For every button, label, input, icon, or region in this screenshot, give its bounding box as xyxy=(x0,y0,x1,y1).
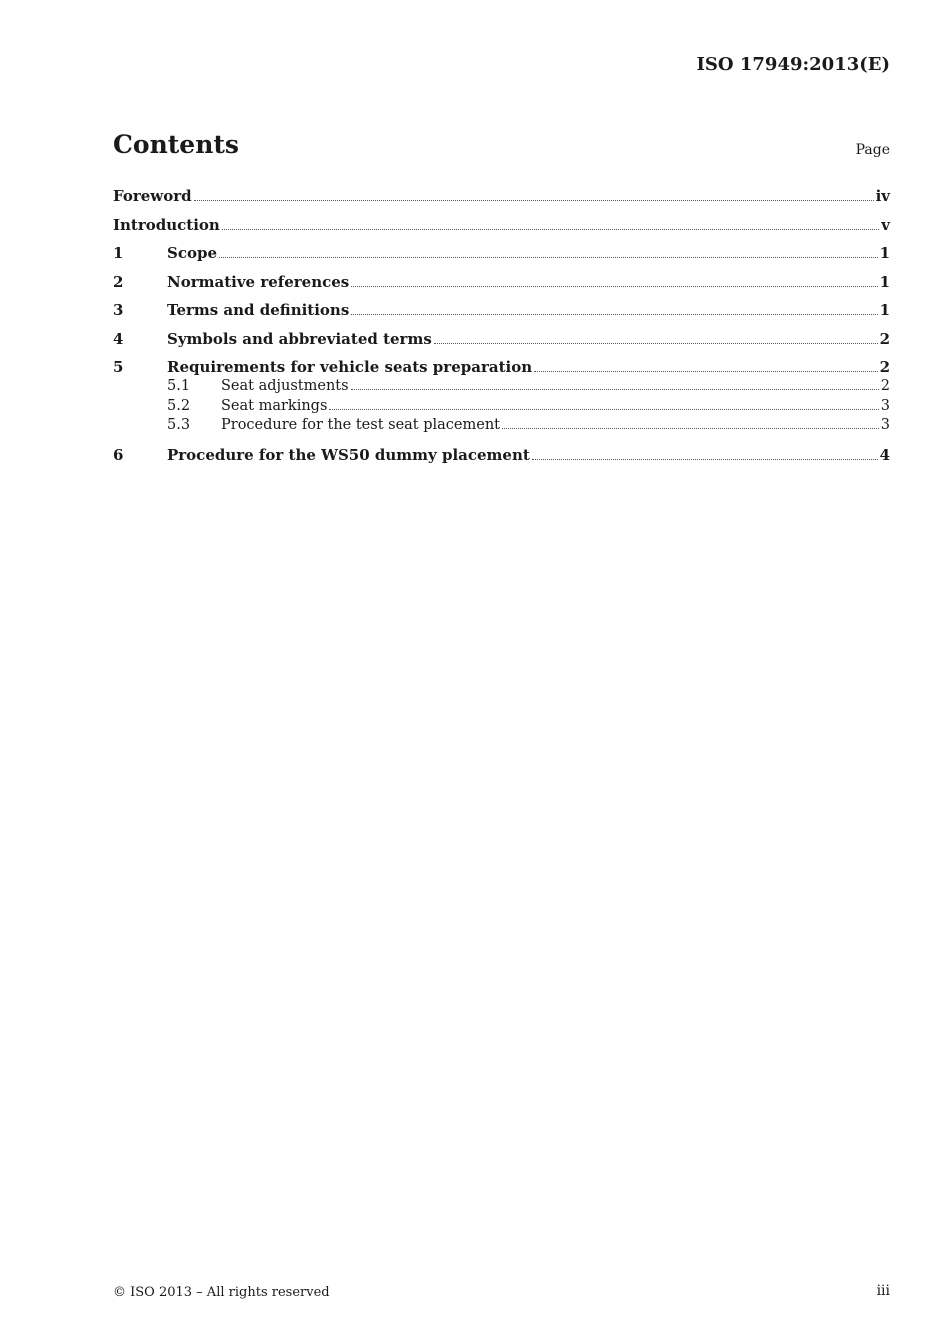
toc-entry-title: Symbols and abbreviated terms xyxy=(167,329,432,348)
toc-entry-title: Requirements for vehicle seats preparation xyxy=(167,358,533,376)
toc-entry-scope[interactable] xyxy=(113,241,890,270)
toc-entry-number: 2 xyxy=(113,272,124,291)
toc-entry-page: 1 xyxy=(879,301,890,319)
page-column-label: Page xyxy=(855,142,890,158)
toc-entry-number: 5.2 xyxy=(167,397,191,414)
toc-entry-dummy-placement[interactable] xyxy=(113,443,890,472)
toc-entry-page: iv xyxy=(875,187,890,205)
dot-leader xyxy=(219,256,878,258)
dot-leader xyxy=(194,199,874,201)
toc-entry-number: 5 xyxy=(113,358,124,376)
footer-copyright: © ISO 2013 – All rights reserved xyxy=(113,1285,330,1300)
dot-leader xyxy=(351,285,877,287)
toc-entry-title: Seat adjustments xyxy=(221,378,349,394)
toc-entry-title: Introduction xyxy=(113,215,220,234)
toc-entry-number: 4 xyxy=(113,329,124,348)
toc-entry-title: Foreword xyxy=(113,187,192,205)
table-of-contents xyxy=(113,184,890,472)
dot-leader xyxy=(534,370,877,372)
toc-subentry-seat-markings[interactable] xyxy=(113,397,890,417)
toc-entry-page: 2 xyxy=(880,378,890,394)
toc-entry-introduction[interactable] xyxy=(113,213,890,242)
dot-leader xyxy=(351,313,877,315)
toc-entry-terms-and-definitions[interactable] xyxy=(113,298,890,327)
toc-entry-page: 1 xyxy=(879,244,890,262)
toc-entry-symbols[interactable] xyxy=(113,327,890,356)
toc-entry-title: Terms and definitions xyxy=(167,301,350,319)
toc-subentry-seat-adjustments[interactable] xyxy=(113,377,890,397)
dot-leader xyxy=(329,408,878,410)
footer-page-number: iii xyxy=(876,1283,890,1299)
dot-leader xyxy=(222,228,879,230)
toc-subentry-test-seat-placement[interactable] xyxy=(113,416,890,443)
toc-entry-requirements[interactable] xyxy=(113,355,890,377)
toc-entry-title: Scope xyxy=(167,244,218,262)
toc-entry-foreword[interactable] xyxy=(113,184,890,213)
toc-entry-number: 1 xyxy=(113,244,124,262)
toc-entry-number: 6 xyxy=(113,446,124,464)
toc-entry-page: 3 xyxy=(880,397,890,414)
toc-entry-normative-references[interactable] xyxy=(113,270,890,299)
toc-entry-title: Procedure for the test seat placement xyxy=(221,417,501,433)
toc-entry-page: 4 xyxy=(879,446,890,464)
toc-entry-page: v xyxy=(881,215,890,234)
toc-entry-title: Normative references xyxy=(167,272,350,291)
dot-leader xyxy=(532,458,878,460)
toc-entry-page: 1 xyxy=(879,272,890,291)
document-id: ISO 17949:2013(E) xyxy=(696,54,890,75)
toc-entry-page: 2 xyxy=(879,358,890,376)
toc-entry-title: Procedure for the WS50 dummy placement xyxy=(167,446,530,464)
toc-entry-page: 3 xyxy=(880,417,890,433)
toc-entry-page: 2 xyxy=(879,329,890,348)
toc-entry-number: 3 xyxy=(113,301,124,319)
dot-leader xyxy=(502,427,879,429)
contents-heading: Contents xyxy=(113,130,240,159)
dot-leader xyxy=(434,342,878,344)
toc-entry-number: 5.1 xyxy=(167,378,191,394)
toc-entry-number: 5.3 xyxy=(167,417,191,433)
dot-leader xyxy=(351,388,879,390)
toc-entry-title: Seat markings xyxy=(221,397,328,414)
